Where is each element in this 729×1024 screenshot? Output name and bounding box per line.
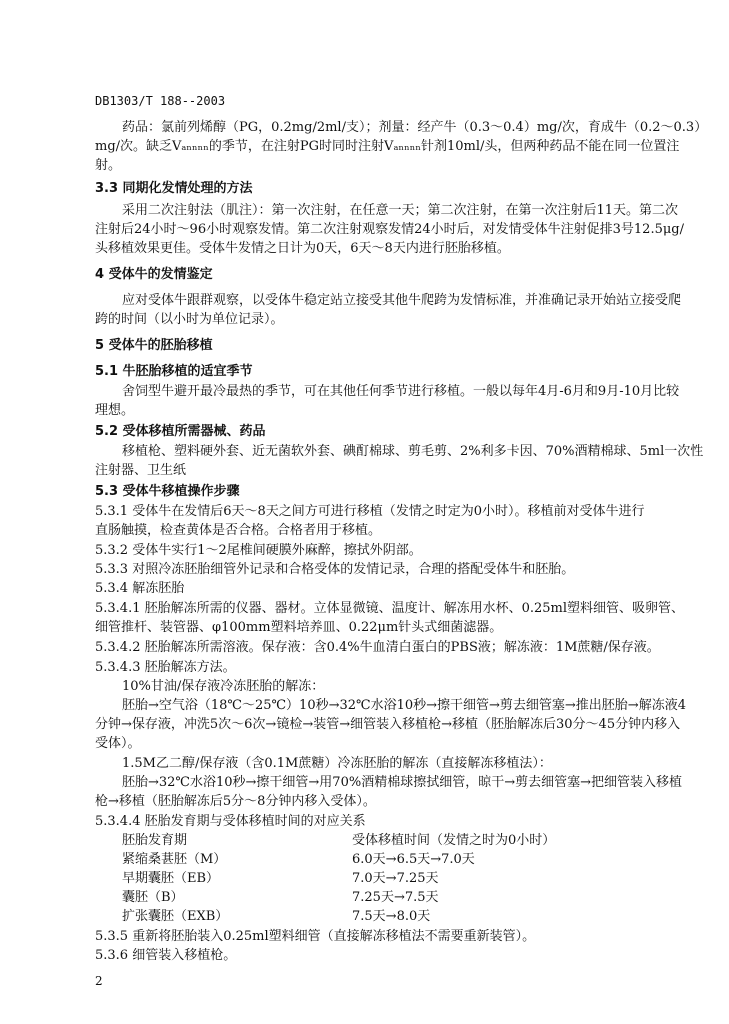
section-heading: 5.3 受体牛移植操作步骤 [95, 484, 240, 499]
text-line: 细管推杆、装管器、φ100mm塑料培养皿、0.22μm针头式细菌滤器。 [95, 620, 503, 635]
text-line: 5.3.4.2 胚胎解冻所需溶液。保存液：含0.4%牛血清白蛋白的PBS液；解冻液：1M蔗糖/保存液。 [95, 640, 660, 655]
text-line: 5.3.5 重新将胚胎装入0.25ml塑料细管（直接解冻移植法不需要重新装管）。 [95, 929, 536, 944]
text-line: 注射后24小时～96小时观察发情。第二次注射观察发情24小时后，对发情受体牛注射促排3号12.5μg/ [95, 222, 684, 237]
text-line: 胚胎→32℃水浴10秒→擦干细管→用70%酒精棉球擦拭细管，晾干→剪去细管塞→把细管装入移植 [122, 775, 682, 790]
text-line: 药品：氯前列烯醇（PG，0.2mg/2ml/支）；剂量：经产牛（0.3～0.4）mg/次，育成牛（0.2～0.3） [122, 120, 708, 135]
text-line: 1.5M乙二醇/保存液（含0.1M蔗糖）冷冻胚胎的解冻（直接解冻移植法）： [122, 756, 552, 771]
table-cell: 囊胚（B） [122, 890, 184, 905]
table-cell: 早期囊胚（EB） [122, 871, 220, 886]
table-cell: 7.5天→8.0天 [352, 909, 431, 924]
table-header: 受体移植时间（发情之时为0小时） [352, 833, 556, 848]
table-cell: 7.0天→7.25天 [352, 871, 439, 886]
text-line: 5.3.3 对照冷冻胚胎细管外记录和合格受体的发情记录，合理的搭配受体牛和胚胎。 [95, 562, 575, 577]
text-line: 理想。 [95, 403, 135, 418]
text-line: mg/次。缺乏Vₐₙₙₙₙ的季节，在注射PG时同时注射Vₐₙₙₙₙ针剂10ml/头，但两种药品不能在同一位置注 [95, 139, 680, 154]
text-line: 分钟→保存液，冲洗5次～6次→镜检→装管→细管装入移植枪→移植（胚胎解冻后30分～45分钟内移入 [95, 717, 681, 732]
table-cell: 扩张囊胚（EXB） [122, 909, 229, 924]
text-line: 5.3.1 受体牛在发情后6天～8天之间方可进行移植（发情之时定为0小时）。移植前对受体牛进行 [95, 504, 645, 519]
text-line: 射。 [95, 158, 122, 173]
text-line: 直肠触摸，检查黄体是否合格。合格者用于移植。 [95, 523, 382, 538]
table-cell: 紧缩桑葚胚（M） [122, 852, 227, 867]
text-line: 5.3.2 受体牛实行1～2尾椎间硬膜外麻醉，擦拭外阴部。 [95, 543, 422, 558]
text-line: 跨的时间（以小时为单位记录）。 [95, 312, 284, 327]
section-heading: 5.2 受体移植所需器械、药品 [95, 424, 266, 439]
text-line: 5.3.4 解冻胚胎 [95, 581, 185, 596]
section-heading: 3.3 同期化发情处理的方法 [95, 181, 253, 196]
text-line: 胚胎→空气浴（18℃～25℃）10秒→32℃水浴10秒→擦干细管→剪去细管塞→推出胚胎→解冻液4 [122, 698, 686, 713]
doc-code: DB1303/T 188--2003 [95, 94, 226, 108]
text-line: 注射器、卫生纸 [95, 463, 187, 478]
text-line: 5.3.4.1 胚胎解冻所需的仪器、器材。立体显微镜、温度计、解冻用水杯、0.25ml塑料细管、吸卵管、 [95, 601, 685, 616]
page-number: 2 [95, 974, 103, 988]
table-cell: 7.25天→7.5天 [352, 890, 439, 905]
text-line: 头移植效果更佳。受体牛发情之日计为0天，6天～8天内进行胚胎移植。 [95, 241, 510, 256]
section-heading: 4 受体牛的发情鉴定 [95, 267, 213, 282]
text-line: 5.3.6 细管装入移植枪。 [95, 948, 237, 963]
text-line: 10%甘油/保存液冷冻胚胎的解冻： [122, 679, 325, 694]
text-line: 枪→移植（胚胎解冻后5分～8分钟内移入受体）。 [95, 794, 376, 809]
text-line: 5.3.4.4 胚胎发育期与受体移植时间的对应关系 [95, 814, 366, 829]
text-line: 移植枪、塑料硬外套、近无菌软外套、碘酊棉球、剪毛剪、2%利多卡因、70%酒精棉球、5ml一次性 [122, 444, 704, 459]
text-line: 应对受体牛跟群观察，以受体牛稳定站立接受其他牛爬跨为发情标准，并准确记录开始站立接受爬 [122, 293, 682, 308]
table-cell: 6.0天→6.5天→7.0天 [352, 852, 475, 867]
text-line: 舍饲型牛避开最冷最热的季节，可在其他任何季节进行移植。一般以每年4月-6月和9月-10月比较 [122, 384, 680, 399]
section-heading: 5.1 牛胚胎移植的适宜季节 [95, 364, 253, 379]
table-header: 胚胎发育期 [122, 833, 188, 848]
text-line: 5.3.4.3 胚胎解冻方法。 [95, 660, 236, 675]
section-heading: 5 受体牛的胚胎移植 [95, 338, 213, 353]
text-line: 受体）。 [95, 736, 141, 751]
text-line: 采用二次注射法（肌注）：第一次注射，在任意一天；第二次注射，在第一次注射后11天。第二次 [122, 203, 679, 218]
